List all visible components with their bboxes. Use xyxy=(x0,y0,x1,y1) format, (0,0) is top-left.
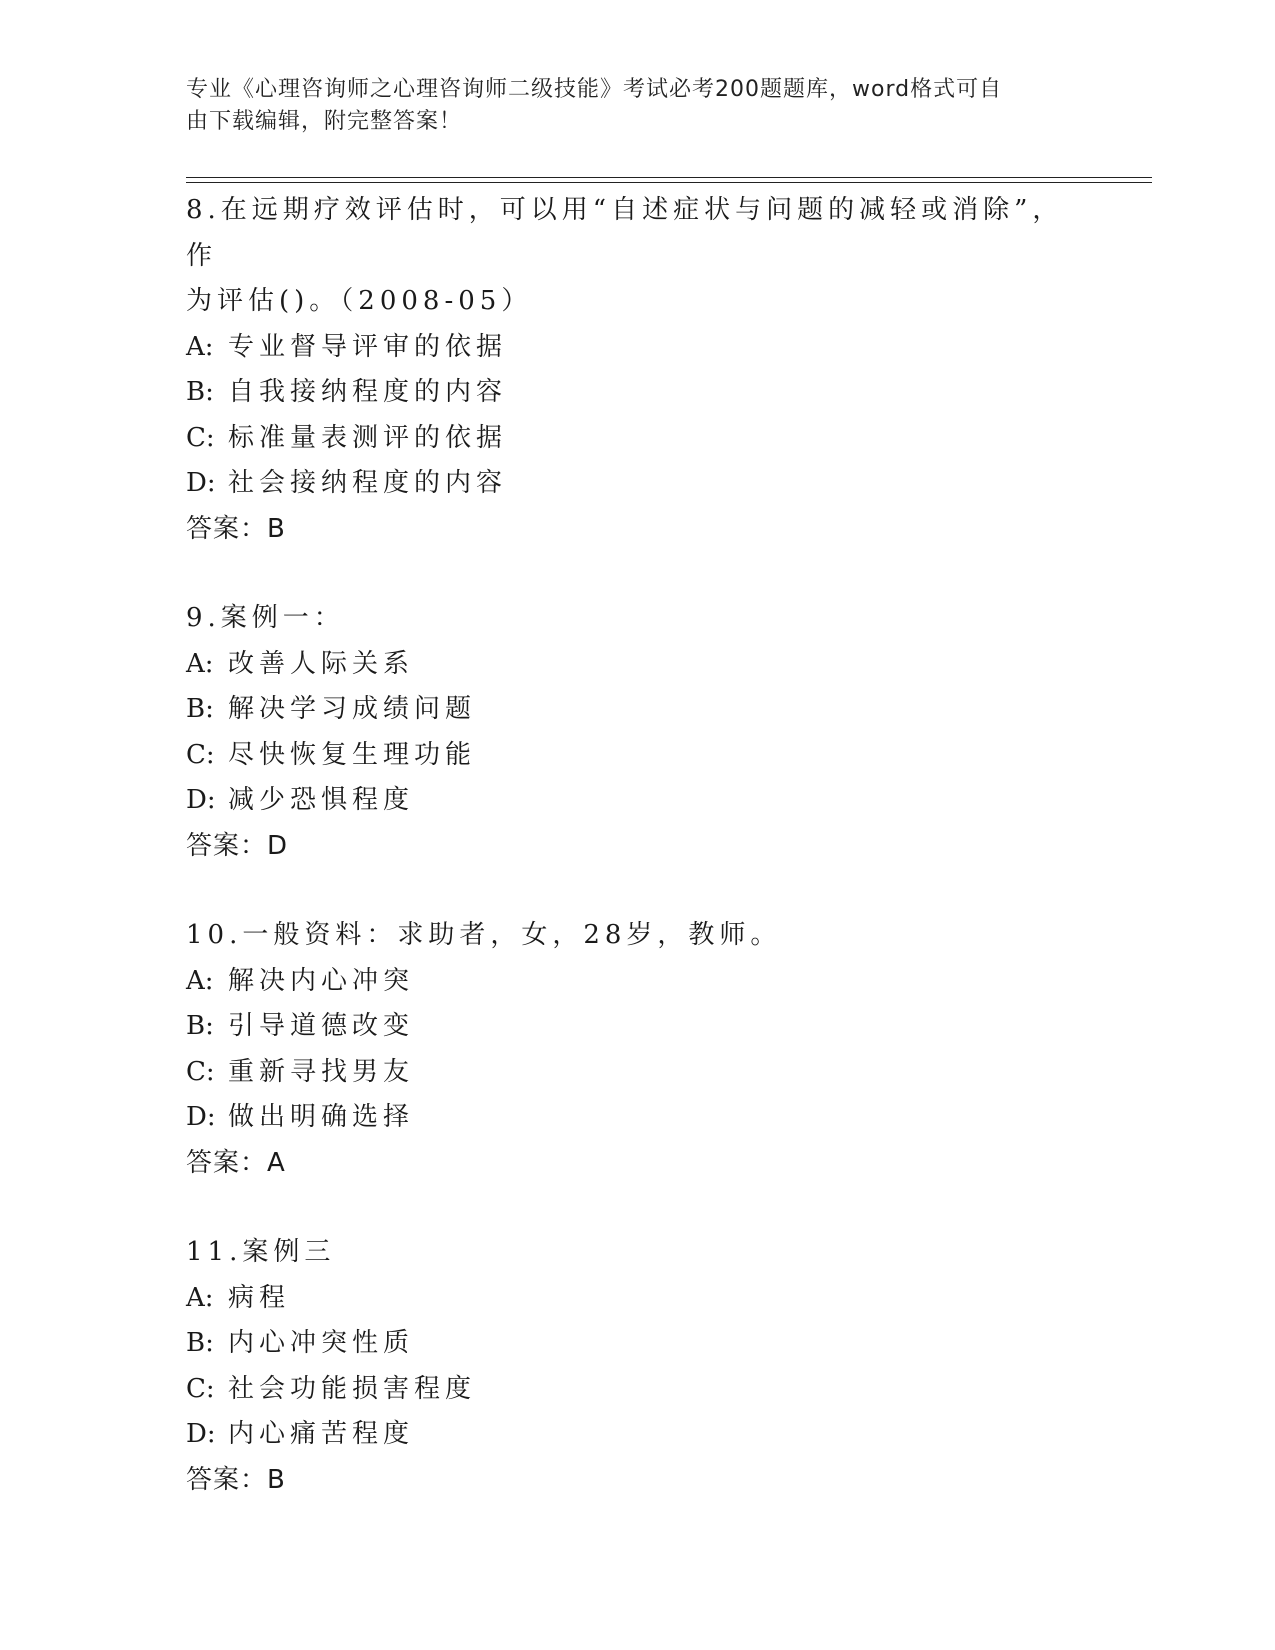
answer: 答案：B xyxy=(186,513,286,544)
option-text: 标准量表测评的依据 xyxy=(228,422,508,453)
option-letter: A: xyxy=(186,965,214,996)
option-a xyxy=(186,325,1066,371)
answer: 答案：D xyxy=(186,830,289,861)
option-letter: B: xyxy=(186,694,214,724)
option-text: 做出明确选择 xyxy=(228,1102,415,1132)
option-text: 社会功能损害程度 xyxy=(228,1373,477,1404)
option-text: 社会接纳程度的内容 xyxy=(228,468,508,498)
option-letter: A: xyxy=(186,648,214,679)
option-text: 内心痛苦程度 xyxy=(228,1419,415,1449)
answer: 答案：A xyxy=(186,1147,286,1178)
option-letter: C: xyxy=(186,1373,215,1404)
question-11 xyxy=(186,1230,1066,1503)
question-stem-line: 11.案例三 xyxy=(186,1237,336,1267)
option-text: 引导道德改变 xyxy=(228,1011,415,1041)
option-letter: D: xyxy=(186,785,216,815)
document-header xyxy=(186,74,1066,138)
option-text: 解决内心冲突 xyxy=(228,965,415,996)
option-text: 内心冲突性质 xyxy=(228,1328,415,1358)
option-b xyxy=(186,370,1066,416)
option-b xyxy=(186,687,1066,733)
option-text: 减少恐惧程度 xyxy=(228,785,415,815)
header-line-2: 由下载编辑，附完整答案！ xyxy=(186,109,463,134)
question-list xyxy=(186,188,1066,1547)
option-letter: B: xyxy=(186,377,214,407)
option-text: 尽快恢复生理功能 xyxy=(228,739,477,770)
option-c xyxy=(186,733,1066,779)
option-letter: D: xyxy=(186,1102,216,1132)
option-text: 改善人际关系 xyxy=(228,648,415,679)
option-letter: A: xyxy=(186,1282,214,1313)
option-d xyxy=(186,1412,1066,1458)
option-letter: B: xyxy=(186,1011,214,1041)
option-text: 重新寻找男友 xyxy=(228,1056,415,1087)
option-c xyxy=(186,1050,1066,1096)
option-text: 专业督导评审的依据 xyxy=(228,331,508,362)
question-stem-line: 为评估()。（2008-05） xyxy=(186,286,533,316)
question-9 xyxy=(186,596,1066,869)
option-text: 解决学习成绩问题 xyxy=(228,694,477,724)
option-c xyxy=(186,416,1066,462)
option-a xyxy=(186,1276,1066,1322)
question-10 xyxy=(186,913,1066,1186)
question-stem-line: 10.一般资料：求助者，女，28岁，教师。 xyxy=(186,920,782,950)
option-d xyxy=(186,1095,1066,1141)
option-letter: C: xyxy=(186,422,215,453)
option-letter: C: xyxy=(186,739,215,770)
question-stem-line: 8.在远期疗效评估时，可以用“自述症状与问题的减轻或消除”，作 xyxy=(186,195,1064,271)
option-d xyxy=(186,461,1066,507)
option-b xyxy=(186,1004,1066,1050)
header-divider-bottom xyxy=(186,182,1152,183)
option-letter: C: xyxy=(186,1056,215,1087)
option-text: 病程 xyxy=(228,1282,291,1313)
option-letter: A: xyxy=(186,331,214,362)
option-c xyxy=(186,1367,1066,1413)
header-divider-top xyxy=(186,177,1152,178)
option-letter: D: xyxy=(186,1419,216,1449)
header-line-1: 专业《心理咨询师之心理咨询师二级技能》考试必考200题题库，word格式可自 xyxy=(186,77,1003,102)
option-text: 自我接纳程度的内容 xyxy=(228,377,508,407)
option-a xyxy=(186,959,1066,1005)
option-letter: D: xyxy=(186,468,216,498)
question-stem-line: 9.案例一： xyxy=(186,603,345,633)
option-a xyxy=(186,642,1066,688)
answer: 答案：B xyxy=(186,1464,286,1495)
option-d xyxy=(186,778,1066,824)
option-letter: B: xyxy=(186,1328,214,1358)
question-8 xyxy=(186,188,1066,552)
option-b xyxy=(186,1321,1066,1367)
